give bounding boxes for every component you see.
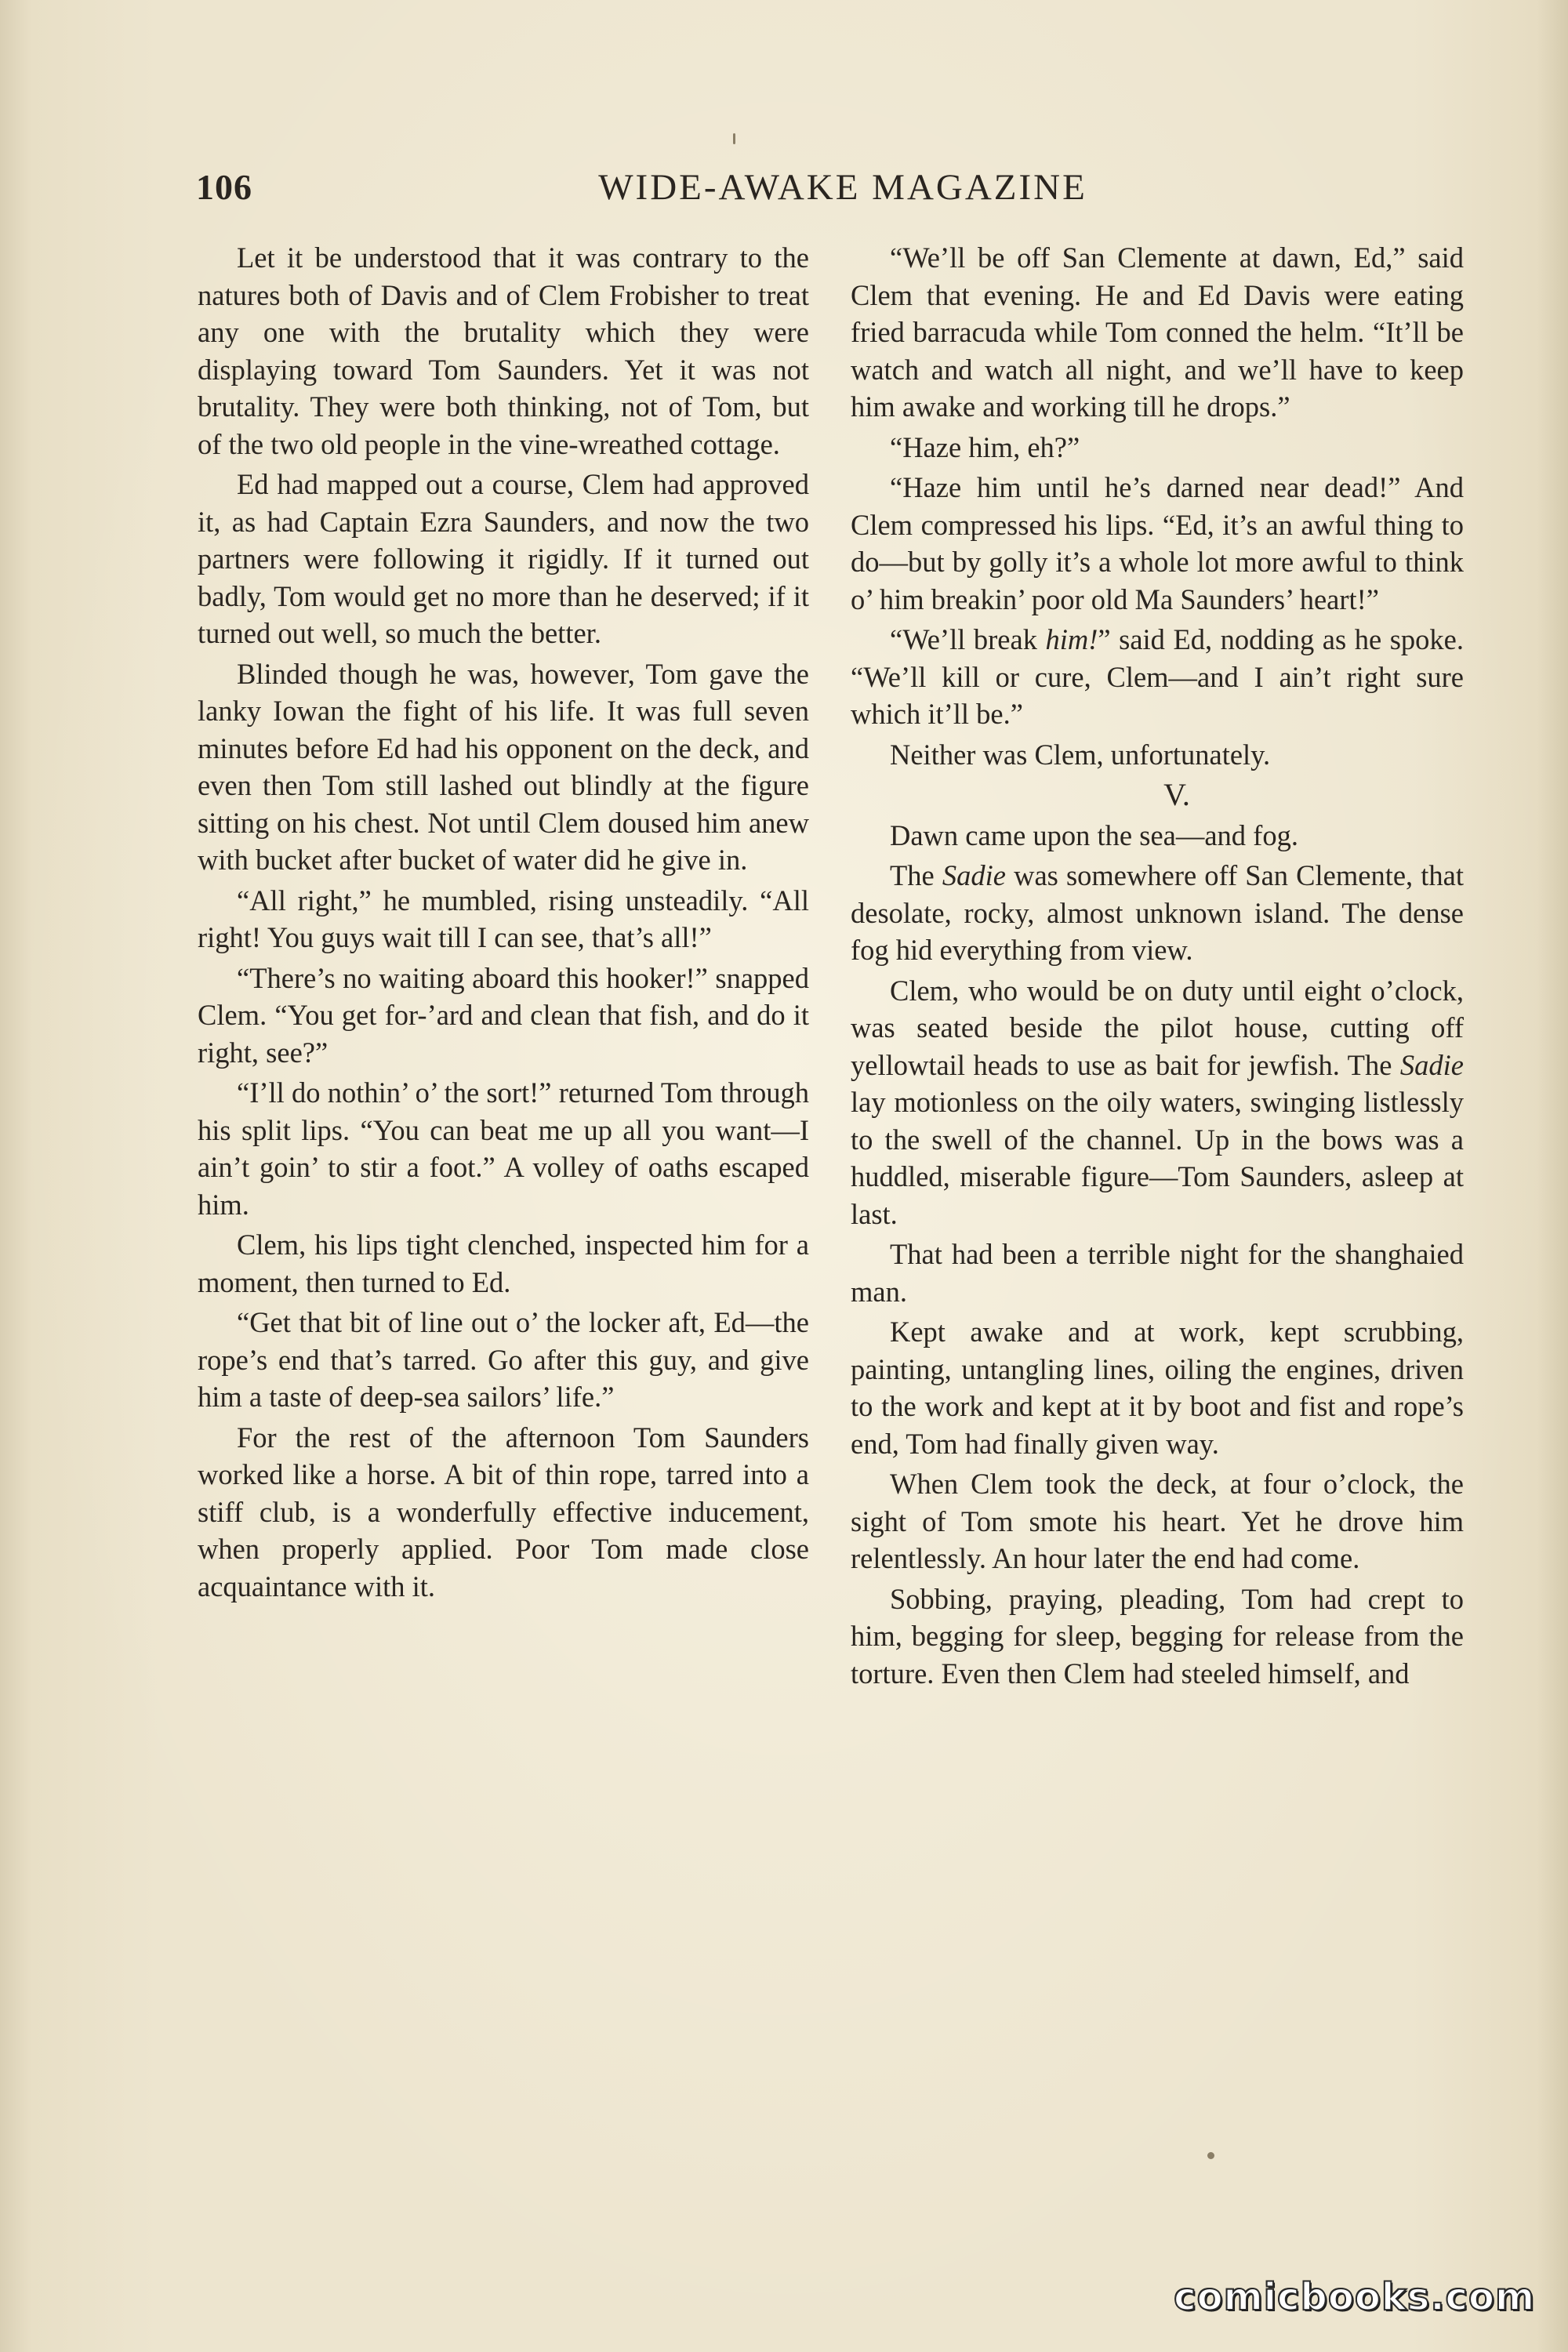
paragraph: “Get that bit of line out o’ the locker aft, Ed—the rope’s end that’s tarred. Go after this guy, and give him a taste of deep-sea sailors’ life.” — [198, 1306, 809, 1413]
paragraph: “There’s no waiting aboard this hooker!” snapped Clem. “You get for-’ard and clean that fish, and do it right, see?” — [198, 961, 809, 1069]
right-column — [851, 239, 1464, 1695]
paragraph: “We’ll break him!” said Ed, nodding as he spoke. “We’ll kill or cure, Clem—and I ain’t right sure which it’ll be.” — [851, 623, 1464, 730]
paragraph: Clem, who would be on duty until eight o’clock, was seated beside the pilot house, cutting off yellowtail heads to use as bait for jewfish. The Sadie lay motionless on the oily waters, swinging listlessly to the swell of the channel. Up in the bows was a huddled, miserable figure—Tom Saunders, asleep at last. — [851, 974, 1464, 1230]
paragraph: Blinded though he was, however, Tom gave the lanky Iowan the fight of his life. It was full seven minutes before Ed had his opponent on the deck, and even then Tom still lashed out blindly at the figure sitting on his chest. Not until Clem doused him anew with bucket after bucket of water did he give in. — [198, 657, 809, 876]
paragraph: For the rest of the afternoon Tom Saunders worked like a horse. A bit of thin rope, tarred into a stiff club, is a wonderfully effective inducement, when properly applied. Poor Tom made close acquaintance with it. — [198, 1421, 809, 1602]
paragraph: “Haze him, eh?” — [890, 430, 1080, 463]
paragraph: Dawn came upon the sea—and fog. — [890, 818, 1298, 851]
page-number: 106 — [196, 167, 252, 207]
page-speck — [733, 133, 735, 144]
running-title: WIDE-AWAKE MAGAZINE — [598, 167, 1087, 208]
page-speck — [1207, 2152, 1214, 2159]
paragraph: “All right,” he mumbled, rising unsteadily. “All right! You guys wait till I can see, that’s all!” — [198, 884, 809, 953]
paragraph: The Sadie was somewhere off San Clemente, that desolate, rocky, almost unknown island. The dense fog hid everything from view. — [851, 859, 1465, 966]
paragraph: Clem, his lips tight clenched, inspected him for a moment, then turned to Ed. — [198, 1229, 809, 1298]
paragraph: “We’ll be off San Clemente at dawn, Ed,” said Clem that evening. He and Ed Davis were eating fried barracuda while Tom conned the helm. “It’ll be watch and watch all night, and we’ll have to keep him awake and working till he drops.” — [851, 241, 1464, 423]
paragraph: “Haze him until he’s darned near dead!” And Clem compressed his lips. “Ed, it’s an awful thing to do—but by golly it’s a whole lot more awful to think o’ him breakin’ poor old Ma Saunders’ heart!” — [851, 471, 1464, 615]
paragraph: When Clem took the deck, at four o’clock, the sight of Tom smote his heart. Yet he drove him relentlessly. An hour later the end had come. — [851, 1468, 1464, 1574]
paragraph: Ed had mapped out a course, Clem had approved it, as had Captain Ezra Saunders, and now the two partners were following it rigidly. If it turned out badly, Tom would get no more than he deserved; if it turned out well, so much the better. — [198, 468, 809, 649]
watermark: comicbooks.com — [1174, 2275, 1535, 2319]
page-header — [196, 166, 1443, 213]
paragraph: Kept awake and at work, kept scrubbing, painting, untangling lines, oiling the engines, driven to the work and kept at it by boot and fist and rope’s end, Tom had finally given way. — [851, 1316, 1464, 1460]
paragraph: Let it be understood that it was contrary to the natures both of Davis and of Clem Frobisher to treat any one with the brutality which they were displaying toward Tom Saunders. Yet it was not brutality. They were both thinking, not of Tom, but of the two old people in the vine-wreathed cottage. — [198, 241, 809, 460]
paragraph: That had been a terrible night for the shanghaied man. — [851, 1238, 1464, 1308]
section-heading: V. — [1163, 777, 1190, 812]
paragraph: “I’ll do nothin’ o’ the sort!” returned Tom through his split lips. “You can beat me up all you want—I ain’t goin’ to stir a foot.” A volley of oaths escaped him. — [198, 1076, 809, 1221]
left-column — [198, 239, 809, 1608]
paragraph: Sobbing, praying, pleading, Tom had crept to him, begging for sleep, begging for release from the torture. Even then Clem had steeled himself, and — [851, 1582, 1464, 1690]
paragraph: Neither was Clem, unfortunately. — [890, 738, 1271, 771]
